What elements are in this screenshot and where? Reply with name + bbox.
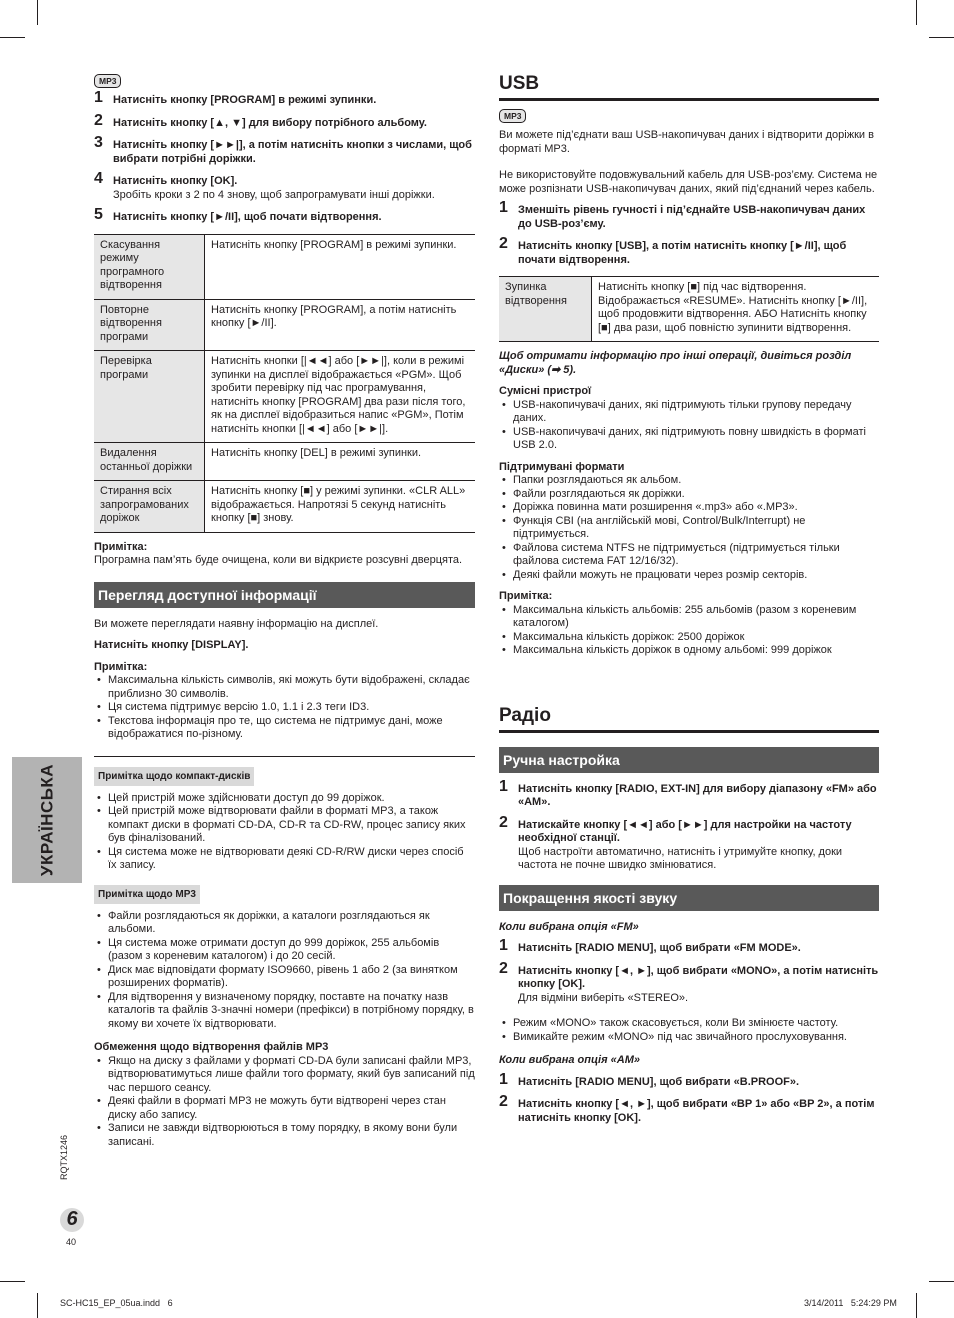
step-text: Натисніть кнопку [RADIO, EXT-IN] для вибору діапазону «FM» або «AM». <box>518 782 877 808</box>
step-item <box>94 134 475 166</box>
list-item: • Ця система може отримати доступ до 999 доріжок, 255 альбомів (разом з кореневим каталогом) і до 20 сесій. <box>94 937 475 964</box>
step-item <box>94 89 475 108</box>
list-item: • Текстова інформація про те, що система не підтримує дані, може відображатися по-різному. <box>94 715 475 742</box>
cd-note-bar: Примітка щодо компакт-дисків <box>94 767 254 786</box>
list-item: • Ця система може не відтворювати деякі CD-R/RW диски через спосіб їх запису. <box>94 846 475 873</box>
list-item: • Папки розглядаються як альбом. <box>499 474 879 488</box>
step-subtext: Для відміни виберіть «STEREO». <box>518 991 689 1004</box>
print-date: 3/14/2011 5:24:29 PM <box>804 1298 897 1308</box>
page-sub-number: 40 <box>66 1237 77 1247</box>
list-item: • USB-накопичувачі даних, які підтримують повну швидкість в форматі USB 2.0. <box>499 426 879 453</box>
info-text: Ви можете переглядати наявну інформацію на дисплеї. <box>94 617 379 630</box>
list-item: • Максимальна кількість доріжок в одному альбомі: 999 доріжок <box>499 644 879 658</box>
step-number: 5 <box>94 206 103 223</box>
step-item <box>94 111 475 131</box>
mp3-badge: MP3 <box>94 74 121 88</box>
list-item: • Файлова система NTFS не підтримується (підтримується тільки файлова система FAT 12/16/32). <box>499 542 879 569</box>
crop-mark <box>0 1281 25 1282</box>
step-text: Натисніть кнопку [▲, ▼] для вибору потрібного альбому. <box>113 116 427 129</box>
table-key: Перевірка програми <box>94 351 205 443</box>
step-text: Натисніть кнопку [◄, ►], щоб вибрати «MONO», а потім натисніть кнопку [OK]. <box>518 964 879 990</box>
file-name: SC-HC15_EP_05ua.indd 6 <box>60 1298 173 1308</box>
step-item <box>499 1093 879 1125</box>
cd-note-list <box>94 792 475 873</box>
step-number: 1 <box>94 89 103 106</box>
compat-list <box>499 399 879 453</box>
step-item <box>94 206 475 225</box>
list-item: • Файли розглядаються як доріжки. <box>499 488 879 502</box>
step-number: 1 <box>499 777 508 795</box>
step-number: 1 <box>499 937 508 954</box>
fm-list <box>499 1017 879 1044</box>
list-item: • Записи не завжди відтворюються в тому порядку, в якому вони були записані. <box>94 1122 475 1149</box>
step-item <box>499 813 879 873</box>
table-value: Натисніть кнопку [DEL] в режимі зупинки. <box>205 443 476 481</box>
usb-table <box>499 276 879 342</box>
list-item: • Деякі файли можуть не працювати через розмір секторів. <box>499 569 879 583</box>
note-list <box>94 674 475 742</box>
program-steps <box>94 89 475 225</box>
crop-mark <box>916 0 917 25</box>
usb-see-also: Щоб отримати інформацію про інші операції, дивіться розділ «Диски» (➡ 5). <box>499 350 852 376</box>
usb-note-list <box>499 604 879 658</box>
table-key: Видалення останньої доріжки <box>94 443 205 481</box>
doc-code: RQTX1246 <box>59 1134 69 1180</box>
list-item: • Максимальна кількість альбомів: 255 альбомів (разом з кореневим каталогом) <box>499 604 879 631</box>
program-table <box>94 234 475 533</box>
table-row <box>94 234 475 299</box>
language-tab <box>12 757 82 883</box>
usb-heading: USB <box>499 74 879 101</box>
step-text: Натискайте кнопку [◄◄] або [►►] для настройки на частоту необхідної станції. <box>518 818 852 844</box>
mp3-note-list <box>94 910 475 1032</box>
usb-warning: Не використовуйте подовжувальний кабель для USB-роз’єму. Система не може розпізнати USB-накопичувач даних, який під’єднаний через кабель. <box>499 169 878 195</box>
language-tab-label: УКРАЇНСЬКА <box>37 763 57 877</box>
list-item: • Максимальна кількість символів, які можуть бути відображені, складає приблизно 30 символів. <box>94 674 475 701</box>
list-item: • Доріжка повинна мати розширення «.mp3» або «.MP3». <box>499 501 879 515</box>
table-row <box>94 351 475 443</box>
table-row <box>94 443 475 481</box>
crop-mark <box>929 1281 954 1282</box>
crop-mark <box>0 37 25 38</box>
step-text: Натисніть кнопку [►/II], щоб почати відтворення. <box>113 211 382 223</box>
crop-mark <box>916 1293 917 1318</box>
usb-steps <box>499 199 879 267</box>
step-item <box>499 959 879 1006</box>
table-value: Натисніть кнопку [■] у режимі зупинки. «CLR ALL» відображається. Напротязі 5 секунд натисніть кнопку [■] знову. <box>205 481 476 533</box>
step-number: 1 <box>499 199 508 216</box>
crop-mark <box>929 37 954 38</box>
crop-mark <box>37 0 38 25</box>
step-number: 2 <box>499 813 508 831</box>
step-text: Зменшіть рівень гучності і під’єднайте USB-накопичувач даних до USB-роз’єму. <box>518 204 866 230</box>
step-number: 4 <box>94 170 103 187</box>
table-row <box>94 299 475 351</box>
step-item <box>499 777 879 810</box>
note-title: Примітка: <box>94 660 148 673</box>
manual-steps <box>499 777 879 873</box>
note-title: Примітка: <box>499 590 553 602</box>
step-text: Натисніть кнопку [◄, ►], щоб вибрати «BP 1» або «BP 2», а потім натисніть кнопку [OK]. <box>518 1098 875 1124</box>
list-item: • Ця система підтримує версію 1.0, 1.1 і 2.3 теги ID3. <box>94 701 475 715</box>
step-number: 2 <box>94 111 103 129</box>
list-item: • Деякі файли в форматі MP3 не можуть бути відтворені через стан диску або запису. <box>94 1095 475 1122</box>
step-item <box>499 199 879 231</box>
info-command: Натисніть кнопку [DISPLAY]. <box>94 639 249 651</box>
right-column <box>499 74 879 1134</box>
info-section-bar: Перегляд доступної інформації <box>94 582 475 608</box>
mp3-limit-list <box>94 1055 475 1150</box>
step-text: Натисніть кнопку [OK]. <box>113 175 238 187</box>
list-item: • Вимикайте режим «MONO» під час звичайного прослуховування. <box>499 1031 879 1045</box>
mp3-note-bar: Примітка щодо MP3 <box>94 885 200 904</box>
table-value: Натисніть кнопку [■] під час відтворення. Відображається «RESUME». Натисніть кнопку [►/II], щоб продовжити відтворення. АБО Натисніть кнопку [■] два рази, щоб повністю зупинити відтворення. <box>592 277 880 342</box>
list-item: • Файли розглядаються як доріжки, а каталоги розглядаються як альбоми. <box>94 910 475 937</box>
step-text: Натисніть [RADIO MENU], щоб вибрати «FM MODE». <box>518 942 801 954</box>
step-text: Натисніть кнопку [PROGRAM] в режимі зупинки. <box>113 94 377 106</box>
crop-mark <box>37 1293 38 1318</box>
fm-steps <box>499 937 879 1005</box>
manual-tuning-bar: Ручна настройка <box>499 747 879 773</box>
table-key: Зупинка відтворення <box>499 277 592 342</box>
table-key: Скасування режиму програмного відтворення <box>94 234 205 299</box>
left-column <box>94 74 475 1157</box>
step-number: 3 <box>94 134 103 151</box>
step-item <box>499 1070 879 1090</box>
table-value: Натисніть кнопку [PROGRAM] в режимі зупинки. <box>205 234 476 299</box>
list-item: • Функція CBI (на англійській мові, Control/Bulk/Interrupt) не підтримується. <box>499 515 879 542</box>
table-key: Стирання всіх запрограмованих доріжок <box>94 481 205 533</box>
list-item: • Диск має відповідати формату ISO9660, рівень 1 або 2 (за винятком розширених форматів). <box>94 964 475 991</box>
fm-label: Коли вибрана опція «FM» <box>499 920 639 933</box>
step-text: Натисніть [RADIO MENU], щоб вибрати «B.PROOF». <box>518 1075 800 1088</box>
am-label: Коли вибрана опція «AM» <box>499 1054 640 1066</box>
step-text: Натисніть кнопку [►►|], а потім натисніть кнопки з числами, щоб вибрати потрібні доріжки. <box>113 139 472 165</box>
note-text: Програмна пам’ять буде очищена, коли ви відкриєте розсувні дверцята. <box>94 554 463 566</box>
table-row <box>94 481 475 533</box>
usb-intro: Ви можете під’єднати ваш USB-накопичувач даних і відтворити доріжки в форматі MP3. <box>499 129 874 155</box>
step-text: Натисніть кнопку [USB], а потім натисніть кнопку [►/II], щоб почати відтворення. <box>518 240 847 266</box>
table-row <box>499 277 879 342</box>
formats-title: Підтримувані формати <box>499 460 625 473</box>
list-item: • USB-накопичувачі даних, які підтримують тільки групову передачу даних. <box>499 399 879 426</box>
table-key: Повторне відтворення програми <box>94 299 205 351</box>
list-item: • Режим «MONO» також скасовується, коли Ви змінюєте частоту. <box>499 1017 879 1031</box>
step-item <box>499 937 879 956</box>
page-number: 6 <box>60 1208 84 1232</box>
step-item <box>94 170 475 202</box>
list-item: • Якщо на диску з файлами у форматі CD-DA були записані файли MP3, відтворюватимуться лише файли того формату, який був записаний під час першого сеансу. <box>94 1055 475 1096</box>
step-subtext: Зробіть кроки з 2 по 4 знову, щоб запрограмувати інші доріжки. <box>113 188 435 201</box>
step-number: 2 <box>499 235 508 252</box>
compat-title: Сумісні пристрої <box>499 385 592 397</box>
note-title: Примітка: <box>94 540 148 553</box>
step-number: 2 <box>499 959 508 977</box>
step-item <box>499 235 879 267</box>
formats-list <box>499 474 879 582</box>
section-rule <box>94 756 475 757</box>
table-value: Натисніть кнопку [PROGRAM], а потім натисніть кнопку [►/II]. <box>205 299 476 351</box>
am-steps <box>499 1070 879 1126</box>
radio-heading: Радіо <box>499 706 879 733</box>
sound-quality-bar: Покращення якості звуку <box>499 885 879 911</box>
step-number: 2 <box>499 1093 508 1110</box>
table-value: Натисніть кнопки [|◄◄] або [►►|], коли в режимі зупинки на дисплеї відображається «PGM». Щоб зробити перевірку під час програмування, натисніть кнопку [PROGRAM] два рази після того, як на дисплеї відобразиться напис «PGM», Потім натисніть кнопки [|◄◄] або [►►|]. <box>205 351 476 443</box>
list-item: • Цей пристрій може здійснювати доступ до 99 доріжок. <box>94 792 475 806</box>
step-number: 1 <box>499 1070 508 1088</box>
list-item: • Для відтворення у визначеному порядку, поставте на початку назв каталогів та файлів 3-значні номери (префікси) в потрібному порядку, в якому ви хочете їх відтворювати. <box>94 991 475 1032</box>
list-item: • Цей пристрій може відтворювати файли в форматі MP3, а також компакт диски в форматі CD-DA, CD-R та CD-RW, процес запису яких був фіналізований. <box>94 805 475 846</box>
mp3-badge: MP3 <box>499 109 526 123</box>
mp3-limit-title: Обмеження щодо відтворення файлів MP3 <box>94 1041 329 1053</box>
step-subtext: Щоб настроїти автоматично, натисніть і утримуйте кнопку, доки частота не почне швидко змінюватися. <box>518 845 843 871</box>
list-item: • Максимальна кількість доріжок: 2500 доріжок <box>499 631 879 645</box>
